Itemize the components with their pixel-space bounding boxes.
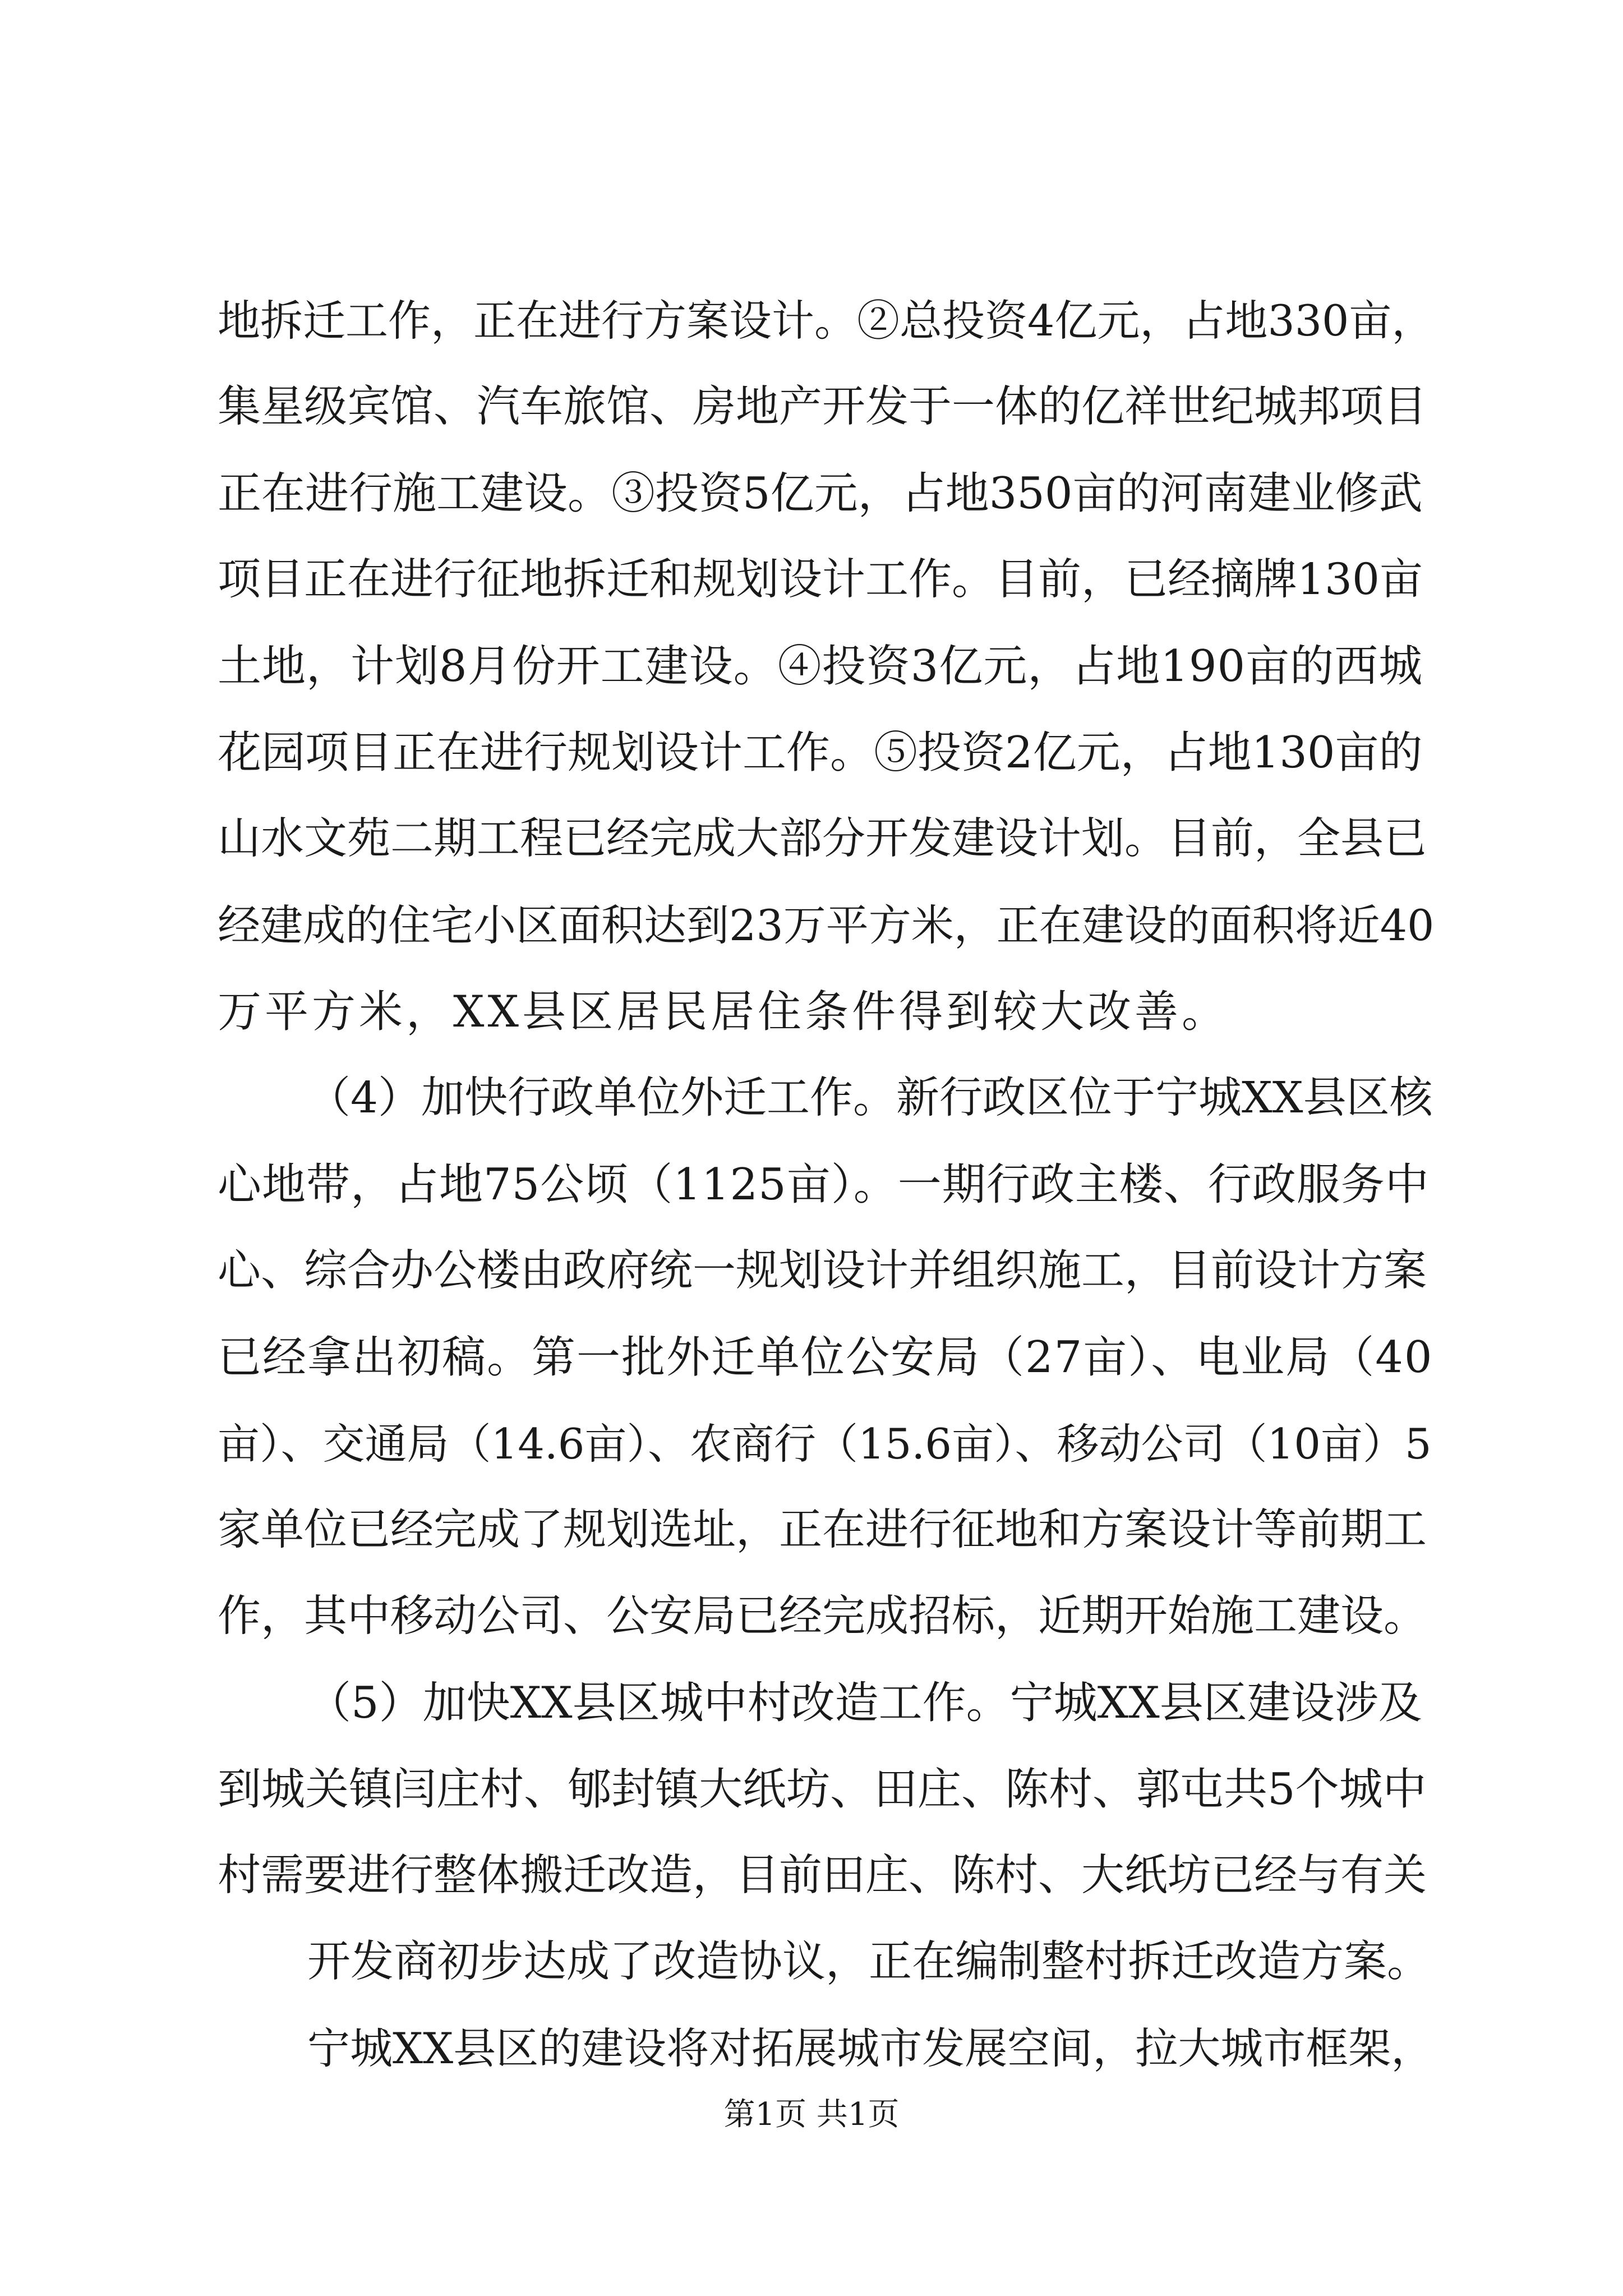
text-line: 地拆迁工作，正在进行方案设计。②总投资4亿元，占地330亩， [218, 296, 1435, 346]
paragraph-start-line: 宁城XX县区的建设将对拓展城市发展空间，拉大城市框架， [307, 2023, 1434, 2073]
text-line: 经建成的住宅小区面积达到23万平方米，正在建设的面积将近40 [218, 900, 1435, 950]
text-line: 心、综合办公楼由政府统一规划设计并组织施工，目前设计方案 [218, 1246, 1427, 1296]
page-footer: 第1页 共1页 [723, 2096, 900, 2133]
text-line: 已经拿出初稿。第一批外迁单位公安局（27亩）、电业局（40 [218, 1332, 1433, 1383]
text-line: 山水文苑二期工程已经完成大部分开发建设计划。目前，全县已 [218, 814, 1427, 864]
paragraph-start-line: （4）加快行政单位外迁工作。新行政区位于宁城XX县区核 [307, 1073, 1433, 1123]
text-line: 家单位已经完成了规划选址，正在进行征地和方案设计等前期工 [218, 1505, 1427, 1555]
text-line: 亩）、交通局（14.6亩）、农商行（15.6亩）、移动公司（10亩）5 [218, 1419, 1432, 1469]
text-line: 作，其中移动公司、公安局已经完成招标，近期开始施工建设。 [218, 1591, 1427, 1641]
text-line: 到城关镇闫庄村、郇封镇大纸坊、田庄、陈村、郭屯共5个城中 [218, 1764, 1427, 1815]
text-line: 花园项目正在进行规划设计工作。⑤投资2亿元，占地130亩的 [218, 728, 1423, 778]
text-line: 正在进行施工建设。③投资5亿元，占地350亩的河南建业修武 [218, 468, 1423, 519]
text-line: 土地，计划8月份开工建设。④投资3亿元，占地190亩的西城 [218, 641, 1423, 692]
text-line: 开发商初步达成了改造协议，正在编制整村拆迁改造方案。 [307, 1937, 1430, 1987]
text-line: 村需要进行整体搬迁改造，目前田庄、陈村、大纸坊已经与有关 [218, 1851, 1427, 1901]
text-line: 集星级宾馆、汽车旅馆、房地产开发于一体的亿祥世纪城邦项目 [218, 382, 1427, 432]
text-line: 项目正在进行征地拆迁和规划设计工作。目前，已经摘牌130亩 [218, 555, 1423, 605]
text-line: 万平方米，XX县区居民居住条件得到较大改善。 [218, 987, 1229, 1037]
paragraph-start-line: （5）加快XX县区城中村改造工作。宁城XX县区建设涉及 [307, 1678, 1422, 1728]
text-line: 心地带，占地75公顷（1125亩）。一期行政主楼、行政服务中 [218, 1159, 1430, 1210]
